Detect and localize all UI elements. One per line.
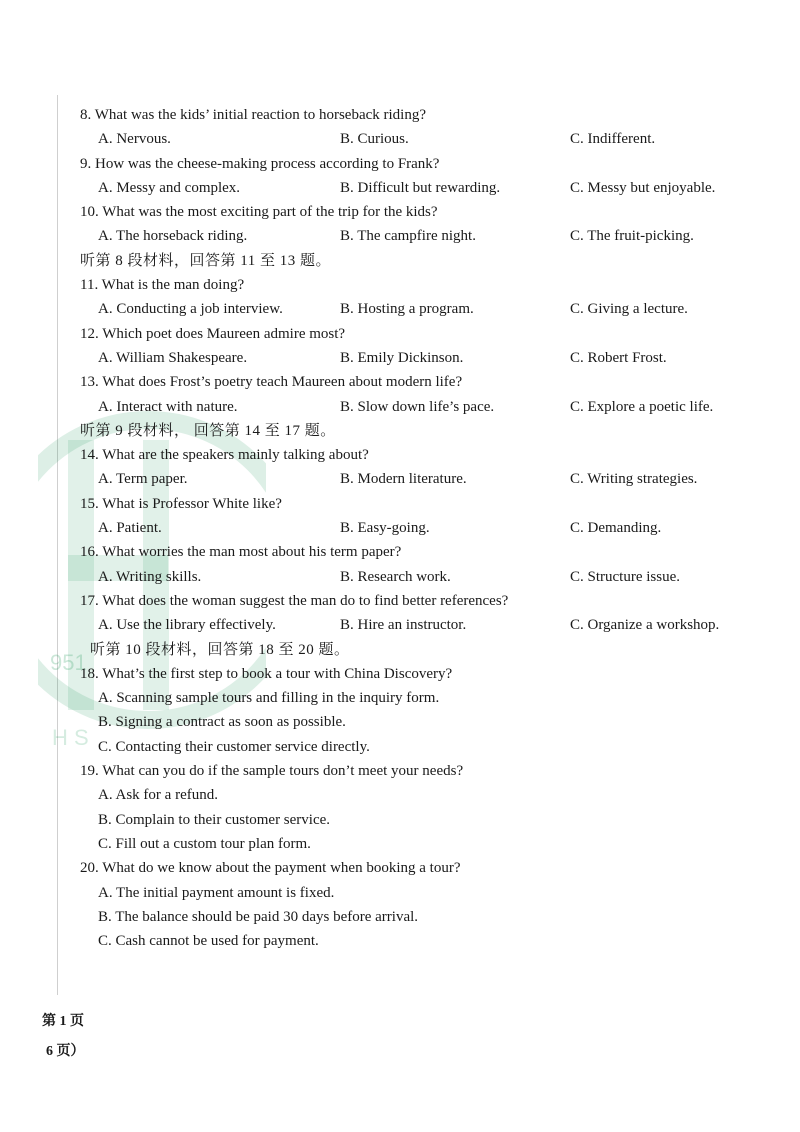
option-a: A. Use the library effectively. [98, 617, 276, 634]
question-10-stem: 10. What was the most exciting part of the trip for the kids? [80, 204, 438, 221]
question-14-stem: 14. What are the speakers mainly talking about? [80, 447, 369, 464]
watermark-number: 951 [50, 650, 87, 675]
question-19-option-a: A. Ask for a refund. [98, 787, 218, 804]
question-20-option-b: B. The balance should be paid 30 days before arrival. [98, 908, 419, 925]
option-b: B. Difficult but rewarding. [340, 179, 501, 196]
section-header-8: 听第 8 段材料，回答第 11 至 13 题。 [80, 252, 331, 269]
question-13-options [80, 395, 770, 419]
option-c: C. Robert Frost. [570, 349, 667, 366]
option-b: B. Research work. [340, 568, 451, 585]
question-8-options [80, 127, 770, 151]
question-18-stem: 18. What’s the first step to book a tour with China Discovery? [80, 665, 453, 682]
option-c: C. The fruit-picking. [570, 228, 694, 245]
option-c: C. Indifferent. [570, 131, 656, 148]
option-b: B. Emily Dickinson. [340, 349, 464, 366]
option-c: C. Organize a workshop. [570, 617, 720, 634]
option-a: A. Conducting a job interview. [98, 301, 283, 318]
watermark-letters: H S [52, 725, 89, 750]
option-a: A. Nervous. [98, 131, 171, 148]
option-a: A. Writing skills. [98, 568, 202, 585]
option-b: B. Slow down life’s pace. [340, 398, 495, 415]
section-header-9: 听第 9 段材料， 回答第 14 至 17 题。 [80, 422, 336, 439]
page-total: 6 页） [46, 1044, 85, 1059]
question-15-options [80, 516, 770, 540]
option-a: A. Interact with nature. [98, 398, 238, 415]
option-a: A. Messy and complex. [98, 179, 241, 196]
option-c: C. Messy but enjoyable. [570, 179, 716, 196]
page-number: 第 1 页 [42, 1014, 84, 1029]
question-14-options [80, 467, 770, 491]
option-c: C. Explore a poetic life. [570, 398, 714, 415]
question-19-stem: 19. What can you do if the sample tours don’t meet your needs? [80, 763, 464, 780]
option-a: A. Patient. [98, 520, 162, 537]
option-c: C. Giving a lecture. [570, 301, 688, 318]
question-12-stem: 12. Which poet does Maureen admire most? [80, 325, 346, 342]
option-b: B. Easy-going. [340, 520, 430, 537]
question-9-stem: 9. How was the cheese-making process according to Frank? [80, 155, 440, 172]
question-16-options [80, 565, 770, 589]
question-16-stem: 16. What worries the man most about his term paper? [80, 544, 402, 561]
question-12-options [80, 346, 770, 370]
option-c: C. Writing strategies. [570, 471, 698, 488]
option-b: B. Hire an instructor. [340, 617, 467, 634]
question-19-option-c: C. Fill out a custom tour plan form. [98, 835, 311, 852]
option-a: A. The horseback riding. [98, 228, 248, 245]
option-b: B. Curious. [340, 131, 409, 148]
option-b: B. The campfire night. [340, 228, 476, 245]
question-18-option-a: A. Scanning sample tours and filling in the inquiry form. [98, 690, 440, 707]
option-a: A. Term paper. [98, 471, 188, 488]
question-18-option-c: C. Contacting their customer service directly. [98, 738, 370, 755]
question-9-options [80, 176, 770, 200]
option-c: C. Structure issue. [570, 568, 680, 585]
question-list [80, 103, 770, 953]
question-17-stem: 17. What does the woman suggest the man do to find better references? [80, 592, 509, 609]
option-a: A. William Shakespeare. [98, 349, 248, 366]
question-19-option-b: B. Complain to their customer service. [98, 811, 331, 828]
margin-line [57, 95, 58, 995]
question-17-options [80, 613, 770, 637]
option-c: C. Demanding. [570, 520, 662, 537]
question-8-stem: 8. What was the kids’ initial reaction to horseback riding? [80, 107, 427, 123]
question-11-options [80, 297, 770, 321]
section-header-10: 听第 10 段材料，回答第 18 至 20 题。 [90, 641, 350, 658]
question-10-options [80, 224, 770, 248]
question-20-stem: 20. What do we know about the payment when booking a tour? [80, 860, 461, 877]
question-11-stem: 11. What is the man doing? [80, 277, 245, 294]
option-b: B. Hosting a program. [340, 301, 474, 318]
question-18-option-b: B. Signing a contract as soon as possible. [98, 714, 346, 731]
question-13-stem: 13. What does Frost’s poetry teach Maureen about modern life? [80, 374, 463, 391]
question-20-option-a: A. The initial payment amount is fixed. [98, 884, 335, 901]
option-b: B. Modern literature. [340, 471, 467, 488]
question-20-option-c: C. Cash cannot be used for payment. [98, 933, 319, 950]
question-15-stem: 15. What is Professor White like? [80, 495, 282, 512]
